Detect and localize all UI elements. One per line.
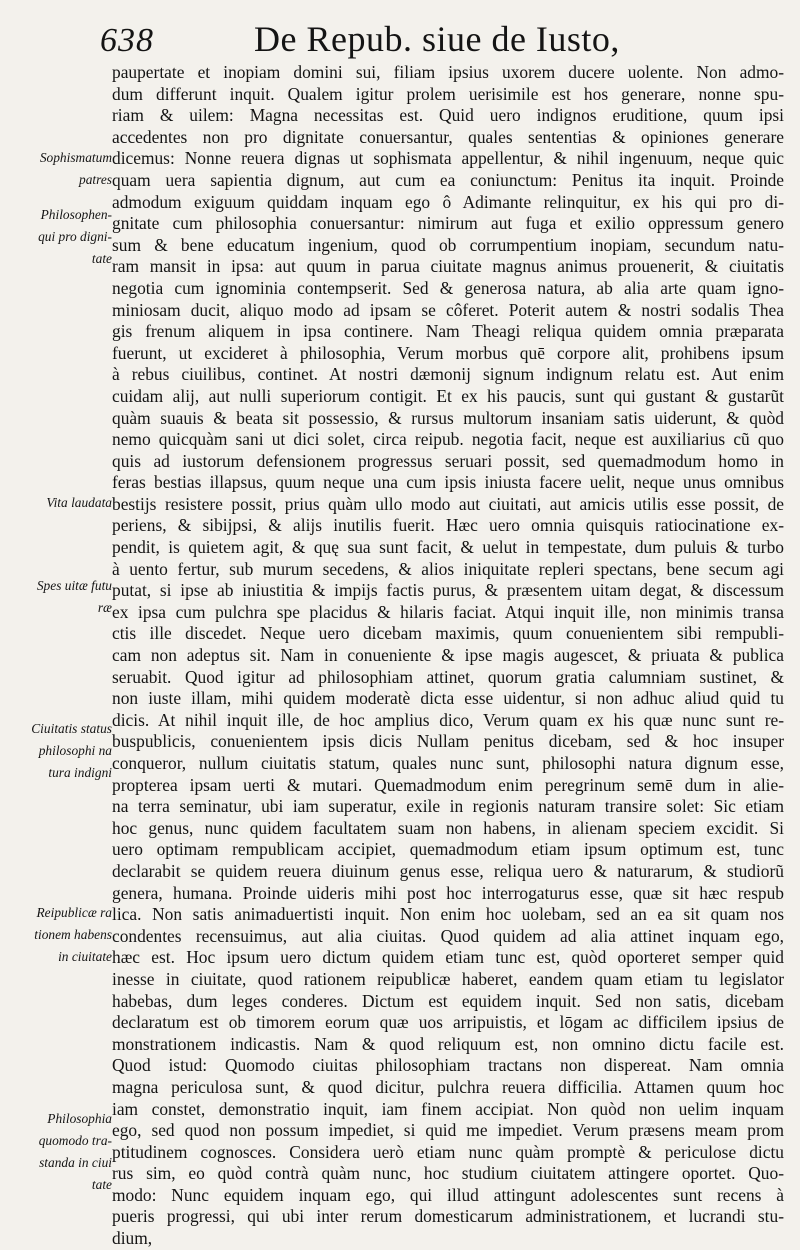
text-line: miniosam ducit, aliquo modo ad ipsam se côferet. Poterit autem & nostri sodalis Thea xyxy=(112,299,784,320)
text-line: iam constet, demonstratio inquit, iam finem accipiat. Non quòd non uelim inquam xyxy=(112,1098,784,1119)
text-line: sum & bene educatum ingenium, quod ob corrumpentium inopiam, secundum natu- xyxy=(112,234,784,255)
text-line: rus sim, eo quòd contrà quàm nunc, hoc studium ciuitatem attingere oportet. Quo- xyxy=(112,1163,784,1184)
text-line: negotia cum ignominia contempserit. Sed & generosa natura, ab alia arte quam igno- xyxy=(112,277,784,298)
margin-notes xyxy=(0,0,110,1230)
text-line: à uento fertur, sub murum secedens, & alios iniquitate repleri spectans, bene secum agi xyxy=(112,558,784,579)
text-line: inesse in ciuitate, quod rationem reipublicæ haberet, eandem quam etiam tu legislator xyxy=(112,968,784,989)
margin-note-reipublicae: Reipublicæ ra tionem habens in ciuitate xyxy=(34,905,112,964)
text-line: cam non adeptus sit. Nam in conueniente & ipse magis augescet, & priuata & publica xyxy=(112,645,784,666)
text-line: riam & uilem: Magna necessitas est. Quid uero indignos eruditione, quum ipsi xyxy=(112,105,784,126)
text-line: admodum exiguum quiddam inquam ego ô Adimante relinquitur, ex his qui pro di- xyxy=(112,191,784,212)
text-line: hæc est. Hoc ipsum uero dictum quidem etiam tunc est, quòd oporteret semper quid xyxy=(112,947,784,968)
text-line: nemo quicquàm sani ut dici solet, circa reipub. negotia facit, neque est auxiliarius cũ quo xyxy=(112,429,784,450)
text-line: modo: Nunc equidem inquam ego, qui illud attingunt adolescentes sunt recens à xyxy=(112,1184,784,1205)
text-line: propterea ipsam uerti & mutari. Quemadmodum enim peregrinum semē dum in alie- xyxy=(112,774,784,795)
text-line: pueris progressi, qui ubi inter rerum domesticarum administrationem, et lucrandi stu- xyxy=(112,1206,784,1227)
text-line: dicemus: Nonne reuera dignas ut sophismata appellentur, & nihil ingenuum, neque quic xyxy=(112,148,784,169)
text-line: non iuste illam, mihi quidem moderatè dicta esse uidentur, si non adhuc aliud quid tu xyxy=(112,688,784,709)
text-line: uero optimam rempublicam accipiet, quemadmodum etiam ipsum optimum est, tunc xyxy=(112,839,784,860)
text-line: quis ad iustorum defensionem progressus seruari possit, sed quemadmodum homo in xyxy=(112,450,784,471)
text-line: bestijs resistere possit, prius quàm ullo modo aut ciuitati, aut amicis utilis esse possit, de xyxy=(112,493,784,514)
margin-note-vita-laudata: Vita laudata xyxy=(46,495,112,510)
text-line: gis frenum aliquem in ipsa continere. Nam Theagi reliqua quidem omnia præparata xyxy=(112,321,784,342)
page-number: 638 xyxy=(100,22,154,59)
text-line: monstrationem indicastis. Nam & quod reliquum est, non omnino dictu facile est. xyxy=(112,1033,784,1054)
text-line: ctis ille discedet. Neque uero dicebam maximis, quum conuenientem sibi rempubli- xyxy=(112,623,784,644)
text-line: dicis. At nihil inquit ille, de hoc amplius dico, Verum quam ex his quæ nunc sunt re- xyxy=(112,709,784,730)
text-line: quam uera sapientia dignum, aut cum ea coniunctum: Penitus ita inquit. Proinde xyxy=(112,169,784,190)
text-line: pendit, is quietem agit, & quę sua sunt facit, & uelut in tempestate, dum puluis & turbo xyxy=(112,537,784,558)
margin-note-philosophia-quomodo: Philosophia quomodo tra- standa in ciui tate xyxy=(38,1111,112,1192)
text-line: gnitate cum philosophia conuersantur: nimirum aut fuga et exilio oppressum genero xyxy=(112,213,784,234)
running-head: De Repub. siue de Iusto, xyxy=(254,19,620,59)
text-line: ptitudinem cognosces. Considera uerò etiam nunc quàm promptè & periculose dictu xyxy=(112,1141,784,1162)
text-line: condentes recensuimus, aut alia ciuitas. Quod quidem ad alia attinet inquam ego, xyxy=(112,925,784,946)
text-line: conqueror, nullum ciuitatis statum, quales nunc sunt, philosophi natura dignum esse, xyxy=(112,753,784,773)
text-line: declarabit se quidem reuera diuinum genus esse, reliqua uero & naturarum, & studiorũ xyxy=(112,860,784,881)
text-line: genera, humana. Proinde uideris mihi post hoc interrogaturus esse, quæ sit hæc respub xyxy=(112,882,784,903)
text-line: à rebus ciuilibus, continet. At nostri dæmonij signum indignum relatu est. Aut enim xyxy=(112,364,784,385)
text-line: feras bestias illapsus, quum neque una cum ipsis iniusta facere uelit, neque unus omnibus xyxy=(112,472,784,493)
margin-note-ciuitatis-status: Ciuitatis status philosophi na tura indigni xyxy=(31,721,112,780)
text-line: declaratum est ob timorem eorum quæ uos arripuistis, et lōgam ac difficilem ipsius de xyxy=(112,1012,784,1033)
page-header xyxy=(94,18,784,66)
text-line: ram mansit in ipsa: aut quum in parua ciuitate magnus animus prouenerit, & ciuitatis xyxy=(112,256,784,277)
text-line: magna periculosa sunt, & quod dicitur, pulchra reuera difficilia. Attamen quum hoc xyxy=(112,1076,784,1097)
text-line: Quod istud: Quomodo ciuitas philosophiam tractans non dispereat. Nam omnia xyxy=(112,1055,784,1076)
margin-note-philosophen: Philosophen- qui pro digni- tate xyxy=(38,207,112,266)
margin-note-spes-uitae: Spes uitæ futu ræ xyxy=(36,578,112,615)
text-line: lica. Non satis animaduertisti inquit. Non enim hoc uolebam, sed an ea sit quam nos xyxy=(112,904,784,925)
text-line: putat, si ipse ab iniustitia & impijs factis purus, & præsentem uitam degat, & discessum xyxy=(112,580,784,601)
text-line: cuidam alij, aut nulli superiorum contigit. Et ex his paucis, sunt qui gustant & gustarũt xyxy=(112,385,784,406)
text-line: na terra seminatur, ubi iam superatur, exile in regionis naturam transire solet: Sic etiam xyxy=(112,796,784,817)
text-line: habebas, dum leges conderes. Dictum est equidem inquit. Sed non satis, dicebam xyxy=(112,990,784,1011)
text-line: paupertate et inopiam domini sui, filiam ipsius uxorem ducere uolente. Non admo- xyxy=(112,62,784,82)
margin-note-sophismatum: Sophismatum patres xyxy=(39,150,112,187)
text-line: ex ipsa cum pulchra spe placidus & hilaris faciat. Atqui inquit ille, non minimis transa xyxy=(112,601,784,622)
text-line: periens, & sibijpsi, & alijs inutilis fuerit. Hæc uero omnia quisquis ratiocinatione ex- xyxy=(112,515,784,536)
text-line: seruabit. Quod igitur ad philosophiam attinet, quorum gratia calumniam sustinet, & xyxy=(112,666,784,687)
text-line: buspublicis, conuenientem ipsis dicis Nullam penitus dicebam, sed & hoc insuper xyxy=(112,731,784,752)
text-line: ego, sed quod non possum impediet, si quid me impediet. Verum præsens meam prom xyxy=(112,1120,784,1141)
text-line: dium, xyxy=(112,1228,153,1249)
text-line: fuerunt, ut excideret à philosophia, Verum morbus quē corpore alit, prohibens ipsum xyxy=(112,342,784,363)
text-line: accedentes non pro dignitate conuersantur, quales sententias & opiniones generare xyxy=(112,126,784,147)
text-line: quàm suauis & beata sit possessio, & rursus multorum insaniam satis uiderunt, & quòd xyxy=(112,407,784,428)
body-text xyxy=(112,62,784,1250)
text-line: dum differunt inquit. Qualem igitur prolem uerisimile est hos generare, nonne spu- xyxy=(112,83,784,104)
text-line: hoc genus, nunc quidem facultatem suam non habens, in alienam speciem excidit. Si xyxy=(112,817,784,838)
